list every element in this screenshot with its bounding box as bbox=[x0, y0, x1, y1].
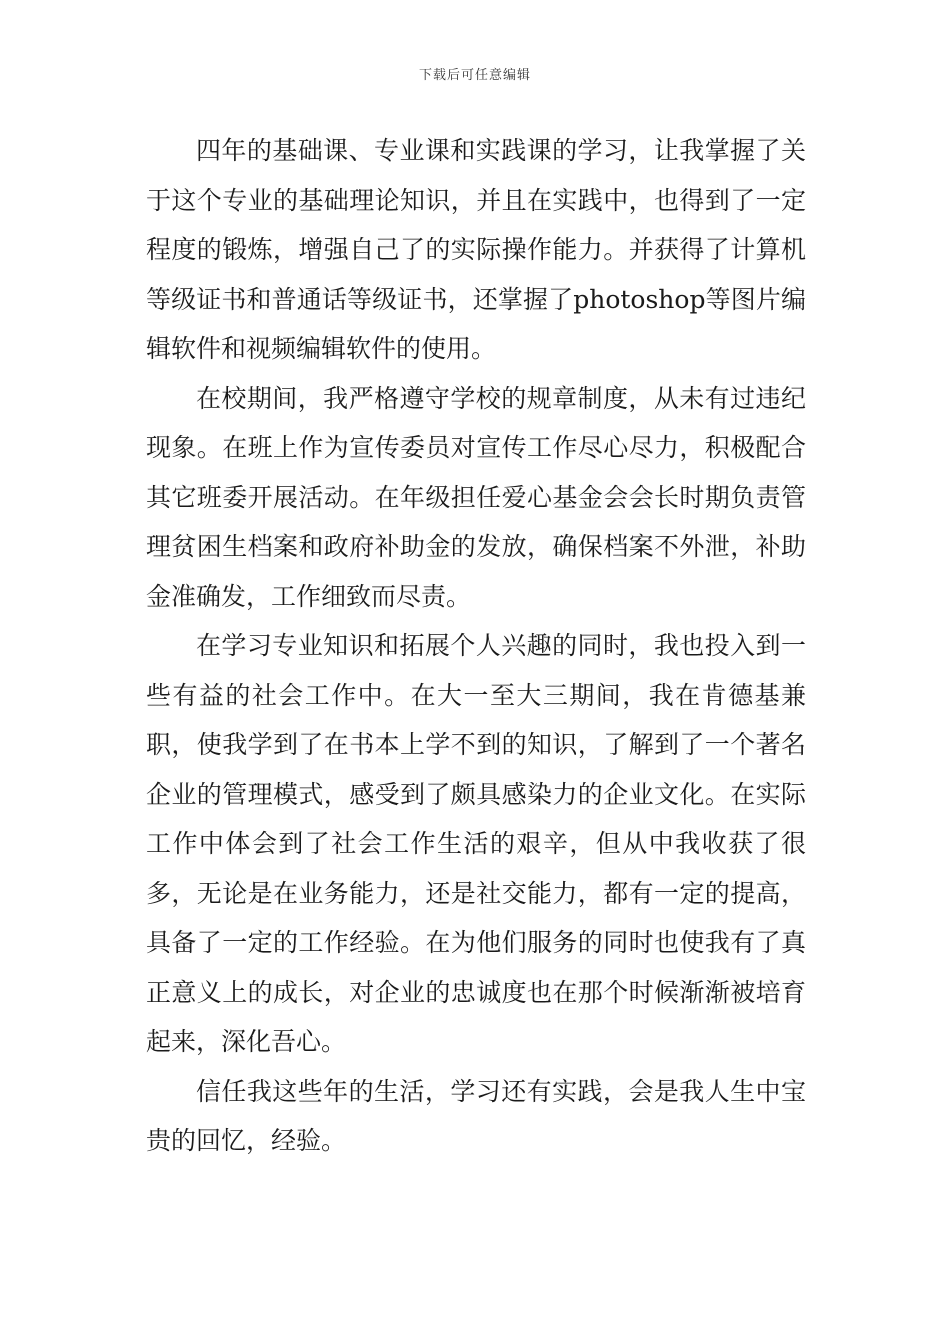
page-header: 下载后可任意编辑 bbox=[418, 68, 531, 83]
paragraph-2: 在校期间，我严格遵守学校的规章制度，从未有过违纪现象。在班上作为宣传委员对宣传工作尽心尽力，积极配合其它班委开展活动。在年级担任爱心基金会会长时期负责管理贫困生档案和政府补助金的发放，确保档案不外泄，补助金准确发，工作细致而尽责。 bbox=[146, 383, 806, 611]
paragraph-3: 在学习专业知识和拓展个人兴趣的同时，我也投入到一些有益的社会工作中。在大一至大三期间，我在肯德基兼职，使我学到了在书本上学不到的知识，了解到了一个著名企业的管理模式，感受到了颇具感染力的企业文化。在实际工作中体会到了社会工作生活的艰辛，但从中我收获了很多，无论是在业务能力，还是社交能力，都有一定的提高，具备了一定的工作经验。在为他们服务的同时也使我有了真正意义上的成长，对企业的忠诚度也在那个时候渐渐被培育起来，深化吾心。 bbox=[146, 631, 806, 1056]
paragraph-4: 信任我这些年的生活，学习还有实践，会是我人生中宝贵的回忆，经验。 bbox=[146, 1076, 806, 1155]
document-body bbox=[146, 126, 806, 1166]
paragraph-1: 四年的基础课、专业课和实践课的学习，让我掌握了关于这个专业的基础理论知识，并且在实践中，也得到了一定程度的锻炼，增强自己了的实际操作能力。并获得了计算机等级证书和普通话等级证书，还掌握了photoshop等图片编辑软件和视频编辑软件的使用。 bbox=[146, 136, 806, 363]
